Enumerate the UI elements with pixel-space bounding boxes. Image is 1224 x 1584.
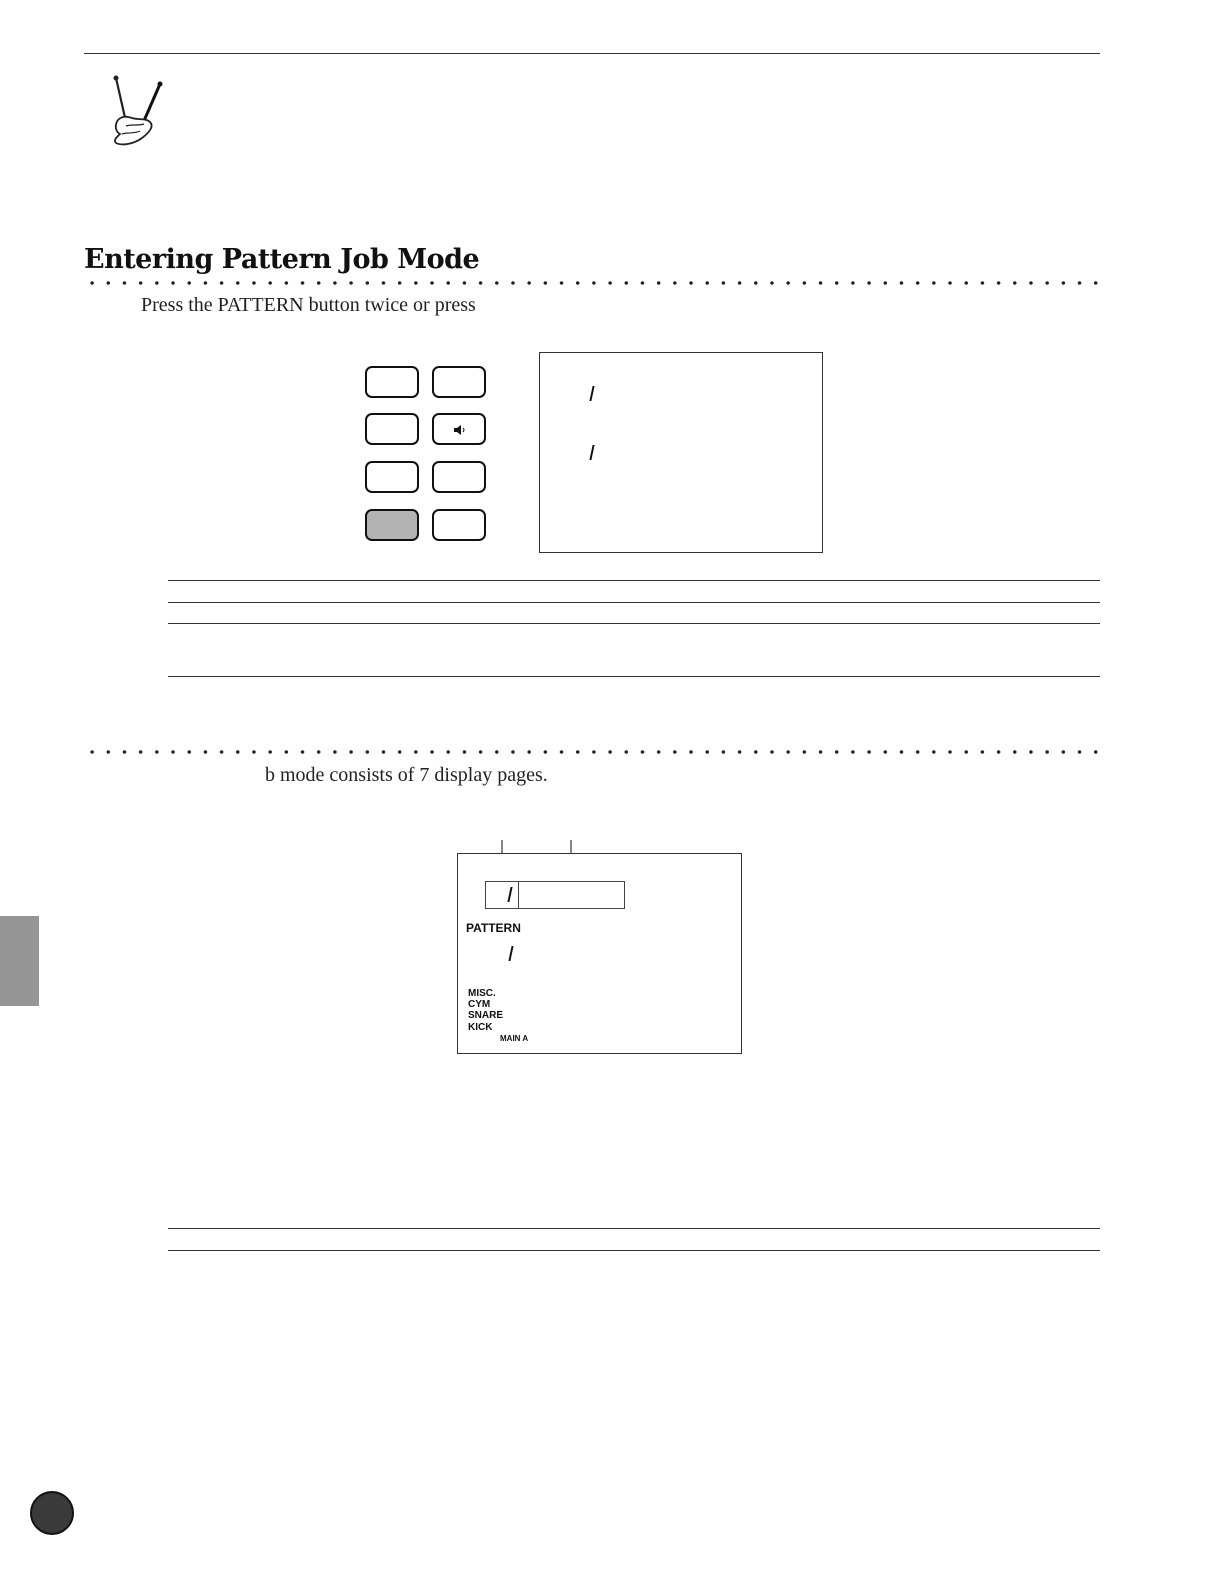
lcd-display-2 (457, 853, 742, 1054)
panel-key-r1-c2 (432, 366, 486, 398)
panel-key-r4-c1-highlighted (365, 509, 419, 541)
section-heading: Entering Pattern Job Mode (84, 244, 480, 275)
table-rule-3 (168, 623, 1100, 624)
lcd-header-box (485, 881, 625, 909)
lcd-display-1 (539, 352, 823, 553)
panel-key-r3-c1 (365, 461, 419, 493)
table-rule-6 (168, 1250, 1100, 1251)
table-rule-4 (168, 676, 1100, 677)
pages-text: b mode consists of 7 display pages. (265, 764, 548, 786)
lcd-track-cym: CYM (468, 999, 491, 1010)
panel-key-r3-c2 (432, 461, 486, 493)
speaker-icon (454, 425, 466, 435)
lcd-track-snare: SNARE (468, 1010, 504, 1021)
panel-key-r4-c2 (432, 509, 486, 541)
page-number-marker (30, 1491, 74, 1535)
lcd-header-divider (518, 882, 519, 908)
top-rule (84, 53, 1100, 54)
lcd-main-label: MAIN A (500, 1034, 529, 1043)
lcd-track-misc: MISC. (468, 988, 496, 999)
heading-dotted-rule (84, 280, 1102, 286)
section2-dotted-rule (84, 749, 1102, 755)
lcd-header-digit (507, 887, 512, 902)
table-rule-2 (168, 602, 1100, 603)
drumstick-hand-icon (104, 74, 170, 150)
lcd-digit-1 (589, 386, 594, 401)
chapter-side-tab (0, 916, 39, 1006)
lcd-pattern-digit (508, 946, 513, 961)
lcd-track-kick: KICK (468, 1022, 493, 1033)
table-rule-1 (168, 580, 1100, 581)
intro-text: Press the PATTERN button twice or press (141, 294, 476, 316)
table-rule-5 (168, 1228, 1100, 1229)
panel-key-r2-c1 (365, 413, 419, 445)
panel-key-r1-c1 (365, 366, 419, 398)
lcd-pattern-label: PATTERN (466, 921, 521, 935)
panel-key-r2-c2 (432, 413, 486, 445)
lcd-digit-2 (589, 445, 594, 460)
